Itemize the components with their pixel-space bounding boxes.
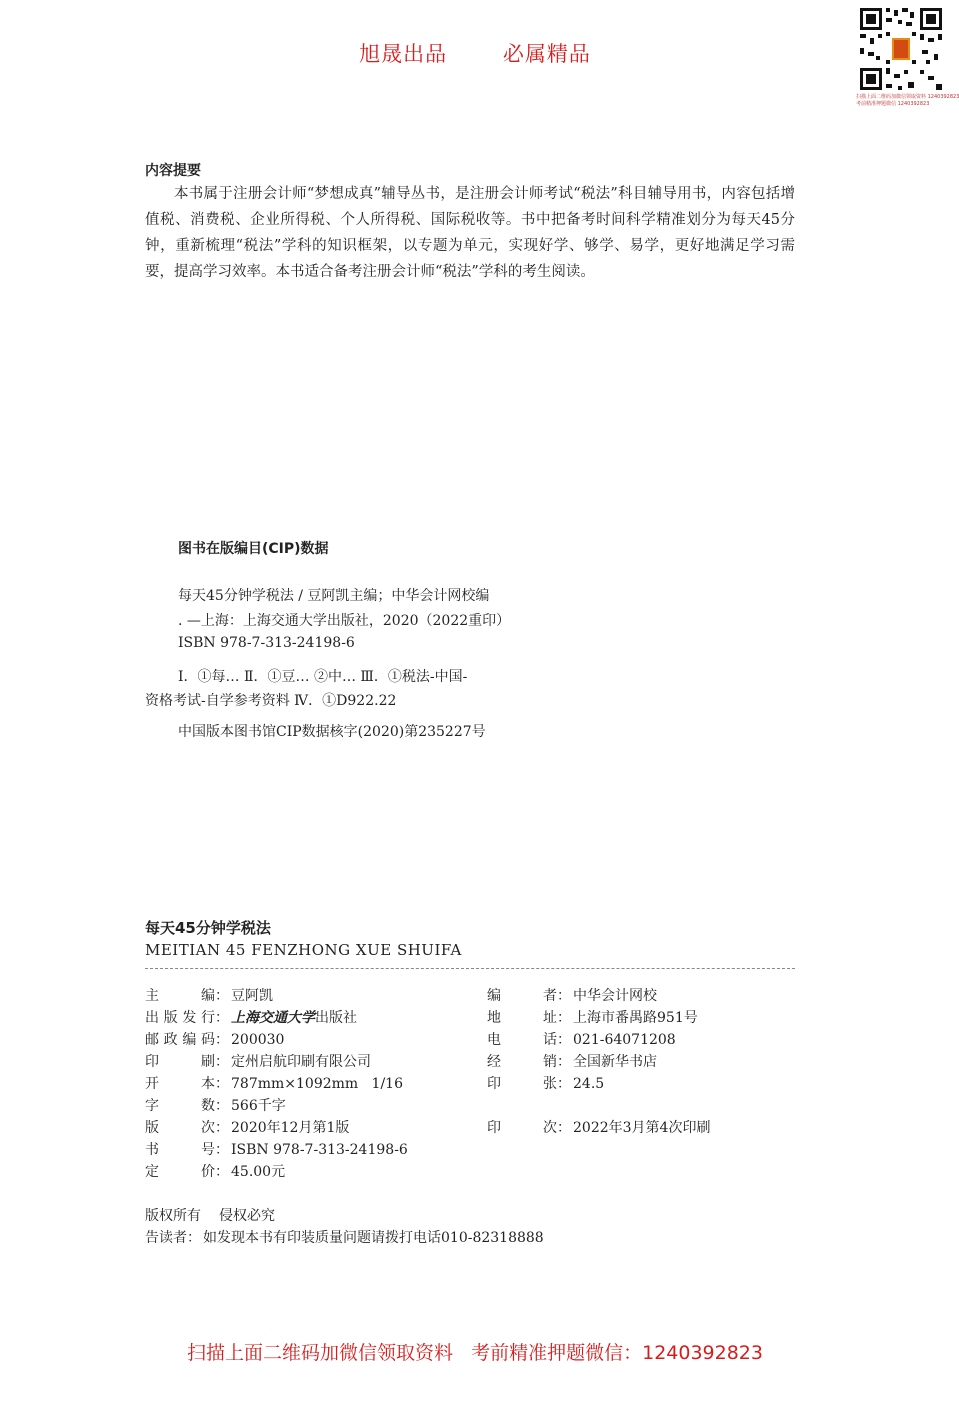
divider	[145, 968, 795, 969]
info-key: 定价	[145, 1164, 215, 1180]
info-value: 上海市番禺路951号	[573, 1010, 698, 1026]
info-row-wordcount: 字数： 566千字	[145, 1095, 408, 1117]
notice-key: 告读者	[145, 1230, 187, 1246]
info-key: 书号	[145, 1142, 215, 1158]
cip-title: 图书在版编目(CIP)数据	[178, 541, 329, 557]
info-right-column	[487, 985, 710, 1139]
info-row-phone: 电话： 021-64071208	[487, 1029, 710, 1051]
info-row-printing: 印次： 2022年3月第4次印刷	[487, 1117, 710, 1139]
header-left-text: 旭晟出品	[359, 42, 448, 66]
info-row-editor: 主编： 豆阿凯	[145, 985, 408, 1007]
qr-caption-line-1: 扫描上面二维码加微信领取资料 1240392823	[856, 94, 959, 100]
cip-line-5: 资格考试-自学参考资料 Ⅳ．①D922.22	[145, 693, 397, 709]
footer-banner: 扫描上面二维码加微信领取资料 考前精准押题微信：1240392823	[186, 1342, 763, 1364]
info-value: 24.5	[573, 1076, 605, 1092]
cip-line-4: Ⅰ．①每… Ⅱ．①豆… ②中… Ⅲ．①税法-中国-	[178, 669, 468, 685]
info-value: 787mm×1092mm 1/16	[231, 1076, 403, 1092]
summary-title: 内容提要	[145, 163, 201, 179]
info-key: 邮政编码	[145, 1032, 215, 1048]
info-key: 印刷	[145, 1054, 215, 1070]
info-spacer	[487, 1095, 710, 1117]
info-key: 版次	[145, 1120, 215, 1136]
info-value: 2022年3月第4次印刷	[573, 1120, 711, 1136]
info-key: 印张	[487, 1076, 557, 1092]
info-row-edition: 版次： 2020年12月第1版	[145, 1117, 408, 1139]
info-value: ISBN 978-7-313-24198-6	[231, 1142, 408, 1158]
info-row-postcode: 邮政编码： 200030	[145, 1029, 408, 1051]
info-key: 出版发行	[145, 1010, 215, 1026]
rights-text-b: 侵权必究	[219, 1208, 275, 1224]
cip-line-3: ISBN 978-7-313-24198-6	[178, 635, 355, 651]
cip-line-1: 每天45分钟学税法 / 豆阿凯主编；中华会计网校编	[178, 588, 490, 604]
info-key: 编者	[487, 988, 557, 1004]
info-key: 主编	[145, 988, 215, 1004]
info-value: 021-64071208	[573, 1032, 676, 1048]
info-left-column	[145, 985, 408, 1183]
info-key: 电话	[487, 1032, 557, 1048]
info-value: 中华会计网校	[573, 988, 657, 1004]
qr-caption	[856, 94, 959, 108]
info-row-price: 定价： 45.00元	[145, 1161, 408, 1183]
book-title: 每天45分钟学税法	[145, 919, 271, 937]
info-value-suffix: 出版社	[315, 1010, 357, 1026]
notice-value: 如发现本书有印装质量问题请拨打电话010-82318888	[203, 1230, 544, 1246]
info-value: 200030	[231, 1032, 285, 1048]
info-value: 2020年12月第1版	[231, 1120, 350, 1136]
header-banner	[0, 38, 950, 68]
publisher-logo-text: 上海交通大学	[231, 1010, 315, 1026]
info-row-isbn: 书号： ISBN 978-7-313-24198-6	[145, 1139, 408, 1161]
rights-text-a: 版权所有	[145, 1208, 201, 1224]
info-row-publisher: 出版发行： 上海交通大学出版社	[145, 1007, 408, 1029]
info-row-compiler: 编者： 中华会计网校	[487, 985, 710, 1007]
info-value: 定州启航印刷有限公司	[231, 1054, 371, 1070]
info-key: 经销	[487, 1054, 557, 1070]
notice-line: 告读者： 如发现本书有印装质量问题请拨打电话010-82318888	[145, 1227, 544, 1249]
info-key: 地址	[487, 1010, 557, 1026]
info-key: 印次	[487, 1120, 557, 1136]
info-key: 字数	[145, 1098, 215, 1114]
info-value: 566千字	[231, 1098, 286, 1114]
info-row-address: 地址： 上海市番禺路951号	[487, 1007, 710, 1029]
qr-caption-line-2: 考前精准押题微信 1240392823	[856, 101, 930, 107]
info-key: 开本	[145, 1076, 215, 1092]
info-value: 45.00元	[231, 1164, 286, 1180]
info-row-distributor: 经销： 全国新华书店	[487, 1051, 710, 1073]
info-row-sheets: 印张： 24.5	[487, 1073, 710, 1095]
info-row-printer: 印刷： 定州启航印刷有限公司	[145, 1051, 408, 1073]
book-pinyin: MEITIAN 45 FENZHONG XUE SHUIFA	[145, 941, 462, 959]
info-value: 全国新华书店	[573, 1054, 657, 1070]
summary-text: 本书属于注册会计师“梦想成真”辅导丛书，是注册会计师考试“税法”科目辅导用书，内容包括增值税、消费税、企业所得税、个人所得税、国际税收等。书中把备考时间科学精准划分为每天45分钟，重新梳理“税法”学科的知识框架，以专题为单元，实现好学、够学、易学，更好地满足学习需要，提高学习效率。本书适合备考注册会计师“税法”学科的考生阅读。	[145, 186, 795, 280]
info-value: 豆阿凯	[231, 988, 273, 1004]
rights-line	[145, 1205, 544, 1227]
cip-line-6: 中国版本图书馆CIP数据核字(2020)第235227号	[178, 724, 486, 740]
header-right-text: 必属精品	[502, 42, 591, 66]
cip-line-2: . —上海：上海交通大学出版社，2020（2022重印）	[178, 613, 511, 629]
info-row-format: 开本： 787mm×1092mm 1/16	[145, 1073, 408, 1095]
rights-block	[145, 1205, 544, 1249]
